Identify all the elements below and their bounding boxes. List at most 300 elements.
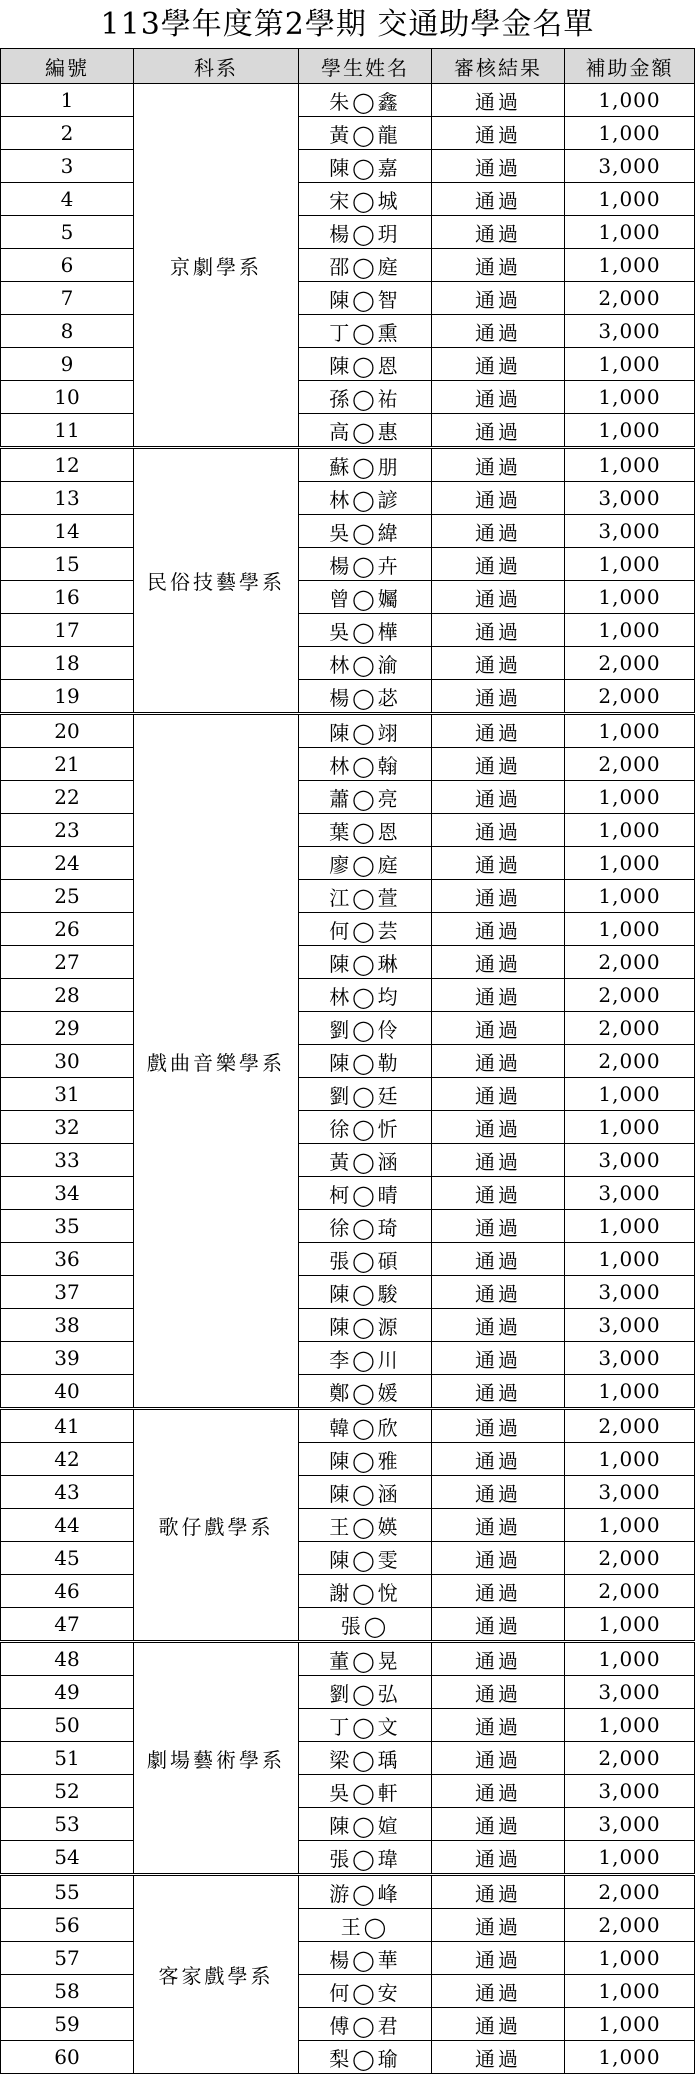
review-result: 通過 xyxy=(432,1342,565,1375)
department-name: 客家戲學系 xyxy=(134,1875,299,2074)
row-number: 28 xyxy=(1,979,134,1012)
review-result: 通過 xyxy=(432,117,565,150)
review-result: 通過 xyxy=(432,1841,565,1875)
subsidy-amount: 1,000 xyxy=(565,1078,695,1111)
review-result: 通過 xyxy=(432,1709,565,1742)
subsidy-amount: 2,000 xyxy=(565,647,695,680)
student-name: 廖◯庭 xyxy=(299,847,432,880)
row-number: 9 xyxy=(1,348,134,381)
subsidy-amount: 2,000 xyxy=(565,1742,695,1775)
table-row xyxy=(1,1975,695,2008)
table-row xyxy=(1,84,695,117)
student-name: 楊◯玥 xyxy=(299,216,432,249)
subsidy-amount: 1,000 xyxy=(565,414,695,448)
review-result: 通過 xyxy=(432,2008,565,2041)
subsidy-amount: 2,000 xyxy=(565,1012,695,1045)
subsidy-amount: 3,000 xyxy=(565,315,695,348)
review-result: 通過 xyxy=(432,1243,565,1276)
row-number: 1 xyxy=(1,84,134,117)
row-number: 56 xyxy=(1,1909,134,1942)
review-result: 通過 xyxy=(432,680,565,714)
student-name: 吳◯軒 xyxy=(299,1775,432,1808)
subsidy-amount: 1,000 xyxy=(565,1975,695,2008)
student-name: 邵◯庭 xyxy=(299,249,432,282)
table-row xyxy=(1,515,695,548)
table-row xyxy=(1,1909,695,1942)
student-name: 傅◯君 xyxy=(299,2008,432,2041)
row-number: 15 xyxy=(1,548,134,581)
student-name: 董◯晃 xyxy=(299,1642,432,1676)
table-row xyxy=(1,216,695,249)
table-row xyxy=(1,1045,695,1078)
scholarship-table xyxy=(0,48,695,2074)
review-result: 通過 xyxy=(432,1742,565,1775)
review-result: 通過 xyxy=(432,880,565,913)
department-name: 歌仔戲學系 xyxy=(134,1409,299,1642)
review-result: 通過 xyxy=(432,2041,565,2074)
row-number: 37 xyxy=(1,1276,134,1309)
student-name: 曾◯孎 xyxy=(299,581,432,614)
student-name: 林◯諺 xyxy=(299,482,432,515)
subsidy-amount: 1,000 xyxy=(565,2008,695,2041)
department-name: 京劇學系 xyxy=(134,84,299,448)
review-result: 通過 xyxy=(432,1808,565,1841)
review-result: 通過 xyxy=(432,315,565,348)
row-number: 30 xyxy=(1,1045,134,1078)
row-number: 11 xyxy=(1,414,134,448)
student-name: 王◯媖 xyxy=(299,1509,432,1542)
review-result: 通過 xyxy=(432,1575,565,1608)
table-row xyxy=(1,1476,695,1509)
student-name: 楊◯華 xyxy=(299,1942,432,1975)
review-result: 通過 xyxy=(432,1144,565,1177)
student-name: 宋◯城 xyxy=(299,183,432,216)
subsidy-amount: 1,000 xyxy=(565,781,695,814)
student-name: 梨◯瑜 xyxy=(299,2041,432,2074)
subsidy-amount: 1,000 xyxy=(565,548,695,581)
subsidy-amount: 1,000 xyxy=(565,1841,695,1875)
row-number: 39 xyxy=(1,1342,134,1375)
subsidy-amount: 1,000 xyxy=(565,1642,695,1676)
row-number: 57 xyxy=(1,1942,134,1975)
table-row xyxy=(1,1775,695,1808)
row-number: 36 xyxy=(1,1243,134,1276)
student-name: 鄭◯媛 xyxy=(299,1375,432,1409)
subsidy-amount: 2,000 xyxy=(565,748,695,781)
row-number: 59 xyxy=(1,2008,134,2041)
review-result: 通過 xyxy=(432,1642,565,1676)
subsidy-amount: 1,000 xyxy=(565,880,695,913)
row-number: 18 xyxy=(1,647,134,680)
subsidy-amount: 1,000 xyxy=(565,1608,695,1642)
table-row xyxy=(1,1111,695,1144)
subsidy-amount: 1,000 xyxy=(565,1111,695,1144)
table-row xyxy=(1,614,695,647)
table-row xyxy=(1,249,695,282)
table-row xyxy=(1,1942,695,1975)
row-number: 35 xyxy=(1,1210,134,1243)
row-number: 13 xyxy=(1,482,134,515)
table-row xyxy=(1,1509,695,1542)
row-number: 55 xyxy=(1,1875,134,1909)
subsidy-amount: 3,000 xyxy=(565,1309,695,1342)
review-result: 通過 xyxy=(432,482,565,515)
review-result: 通過 xyxy=(432,581,565,614)
student-name: 江◯萱 xyxy=(299,880,432,913)
table-row xyxy=(1,183,695,216)
review-result: 通過 xyxy=(432,1942,565,1975)
row-number: 22 xyxy=(1,781,134,814)
table-row xyxy=(1,381,695,414)
row-number: 52 xyxy=(1,1775,134,1808)
review-result: 通過 xyxy=(432,1443,565,1476)
student-name: 丁◯熏 xyxy=(299,315,432,348)
table-row xyxy=(1,348,695,381)
row-number: 24 xyxy=(1,847,134,880)
row-number: 38 xyxy=(1,1309,134,1342)
row-number: 8 xyxy=(1,315,134,348)
subsidy-amount: 3,000 xyxy=(565,1144,695,1177)
table-row xyxy=(1,1177,695,1210)
subsidy-amount: 1,000 xyxy=(565,1443,695,1476)
subsidy-amount: 2,000 xyxy=(565,946,695,979)
review-result: 通過 xyxy=(432,1078,565,1111)
student-name: 黃◯龍 xyxy=(299,117,432,150)
review-result: 通過 xyxy=(432,1177,565,1210)
table-row xyxy=(1,1276,695,1309)
review-result: 通過 xyxy=(432,1875,565,1909)
subsidy-amount: 3,000 xyxy=(565,1476,695,1509)
subsidy-amount: 1,000 xyxy=(565,714,695,748)
review-result: 通過 xyxy=(432,150,565,183)
subsidy-amount: 2,000 xyxy=(565,1909,695,1942)
table-row xyxy=(1,880,695,913)
header-student-name: 學生姓名 xyxy=(299,49,432,84)
department-name: 民俗技藝學系 xyxy=(134,448,299,714)
review-result: 通過 xyxy=(432,1975,565,2008)
table-row xyxy=(1,714,695,748)
subsidy-amount: 1,000 xyxy=(565,84,695,117)
subsidy-amount: 1,000 xyxy=(565,1942,695,1975)
subsidy-amount: 3,000 xyxy=(565,1276,695,1309)
row-number: 40 xyxy=(1,1375,134,1409)
row-number: 2 xyxy=(1,117,134,150)
subsidy-amount: 1,000 xyxy=(565,581,695,614)
row-number: 47 xyxy=(1,1608,134,1642)
row-number: 14 xyxy=(1,515,134,548)
student-name: 蘇◯朋 xyxy=(299,448,432,482)
subsidy-amount: 2,000 xyxy=(565,1045,695,1078)
department-name: 戲曲音樂學系 xyxy=(134,714,299,1409)
student-name: 林◯均 xyxy=(299,979,432,1012)
row-number: 44 xyxy=(1,1509,134,1542)
row-number: 32 xyxy=(1,1111,134,1144)
row-number: 4 xyxy=(1,183,134,216)
subsidy-amount: 1,000 xyxy=(565,1210,695,1243)
subsidy-amount: 1,000 xyxy=(565,117,695,150)
student-name: 李◯川 xyxy=(299,1342,432,1375)
row-number: 5 xyxy=(1,216,134,249)
header-review-result: 審核結果 xyxy=(432,49,565,84)
table-row xyxy=(1,1443,695,1476)
row-number: 21 xyxy=(1,748,134,781)
row-number: 60 xyxy=(1,2041,134,2074)
student-name: 何◯安 xyxy=(299,1975,432,2008)
review-result: 通過 xyxy=(432,515,565,548)
subsidy-amount: 3,000 xyxy=(565,1676,695,1709)
student-name: 陳◯雯 xyxy=(299,1542,432,1575)
student-name: 陳◯琳 xyxy=(299,946,432,979)
table-row xyxy=(1,282,695,315)
row-number: 51 xyxy=(1,1742,134,1775)
subsidy-amount: 1,000 xyxy=(565,847,695,880)
student-name: 陳◯智 xyxy=(299,282,432,315)
header-row xyxy=(1,49,695,84)
review-result: 通過 xyxy=(432,1608,565,1642)
row-number: 50 xyxy=(1,1709,134,1742)
row-number: 7 xyxy=(1,282,134,315)
row-number: 53 xyxy=(1,1808,134,1841)
student-name: 劉◯弘 xyxy=(299,1676,432,1709)
student-name: 林◯渝 xyxy=(299,647,432,680)
row-number: 46 xyxy=(1,1575,134,1608)
subsidy-amount: 2,000 xyxy=(565,680,695,714)
review-result: 通過 xyxy=(432,381,565,414)
row-number: 45 xyxy=(1,1542,134,1575)
review-result: 通過 xyxy=(432,1676,565,1709)
review-result: 通過 xyxy=(432,748,565,781)
subsidy-amount: 1,000 xyxy=(565,614,695,647)
review-result: 通過 xyxy=(432,216,565,249)
table-row xyxy=(1,1243,695,1276)
subsidy-amount: 1,000 xyxy=(565,1243,695,1276)
subsidy-amount: 3,000 xyxy=(565,1808,695,1841)
row-number: 58 xyxy=(1,1975,134,2008)
review-result: 通過 xyxy=(432,913,565,946)
table-row xyxy=(1,1575,695,1608)
review-result: 通過 xyxy=(432,614,565,647)
review-result: 通過 xyxy=(432,1476,565,1509)
student-name: 徐◯忻 xyxy=(299,1111,432,1144)
table-row xyxy=(1,1676,695,1709)
review-result: 通過 xyxy=(432,348,565,381)
student-name: 陳◯媗 xyxy=(299,1808,432,1841)
table-row xyxy=(1,414,695,448)
subsidy-amount: 2,000 xyxy=(565,1575,695,1608)
student-name: 王◯ xyxy=(299,1909,432,1942)
review-result: 通過 xyxy=(432,414,565,448)
row-number: 17 xyxy=(1,614,134,647)
table-row xyxy=(1,1309,695,1342)
student-name: 陳◯源 xyxy=(299,1309,432,1342)
student-name: 陳◯勒 xyxy=(299,1045,432,1078)
student-name: 劉◯廷 xyxy=(299,1078,432,1111)
row-number: 33 xyxy=(1,1144,134,1177)
table-row xyxy=(1,748,695,781)
student-name: 孫◯祐 xyxy=(299,381,432,414)
table-row xyxy=(1,979,695,1012)
student-name: 韓◯欣 xyxy=(299,1409,432,1443)
table-row xyxy=(1,2008,695,2041)
table-row xyxy=(1,1144,695,1177)
student-name: 陳◯涵 xyxy=(299,1476,432,1509)
table-row xyxy=(1,1542,695,1575)
student-name: 張◯ xyxy=(299,1608,432,1642)
row-number: 29 xyxy=(1,1012,134,1045)
student-name: 梁◯瑀 xyxy=(299,1742,432,1775)
row-number: 6 xyxy=(1,249,134,282)
row-number: 43 xyxy=(1,1476,134,1509)
review-result: 通過 xyxy=(432,1045,565,1078)
row-number: 42 xyxy=(1,1443,134,1476)
table-row xyxy=(1,946,695,979)
row-number: 49 xyxy=(1,1676,134,1709)
header-subsidy-amount: 補助金額 xyxy=(565,49,695,84)
table-row xyxy=(1,814,695,847)
student-name: 陳◯雅 xyxy=(299,1443,432,1476)
subsidy-amount: 1,000 xyxy=(565,814,695,847)
header-department: 科系 xyxy=(134,49,299,84)
student-name: 張◯碩 xyxy=(299,1243,432,1276)
page-title: 113學年度第2學期 交通助學金名單 xyxy=(100,7,595,42)
table-row xyxy=(1,315,695,348)
review-result: 通過 xyxy=(432,84,565,117)
review-result: 通過 xyxy=(432,847,565,880)
student-name: 陳◯翊 xyxy=(299,714,432,748)
table-body xyxy=(1,84,695,2074)
row-number: 48 xyxy=(1,1642,134,1676)
subsidy-amount: 2,000 xyxy=(565,1542,695,1575)
student-name: 葉◯恩 xyxy=(299,814,432,847)
subsidy-amount: 1,000 xyxy=(565,2041,695,2074)
row-number: 23 xyxy=(1,814,134,847)
row-number: 10 xyxy=(1,381,134,414)
subsidy-amount: 3,000 xyxy=(565,482,695,515)
subsidy-amount: 3,000 xyxy=(565,1342,695,1375)
review-result: 通過 xyxy=(432,183,565,216)
review-result: 通過 xyxy=(432,1276,565,1309)
department-name: 劇場藝術學系 xyxy=(134,1642,299,1875)
table-row xyxy=(1,117,695,150)
row-number: 25 xyxy=(1,880,134,913)
review-result: 通過 xyxy=(432,814,565,847)
review-result: 通過 xyxy=(432,781,565,814)
row-number: 31 xyxy=(1,1078,134,1111)
table-row xyxy=(1,781,695,814)
student-name: 陳◯嘉 xyxy=(299,150,432,183)
review-result: 通過 xyxy=(432,979,565,1012)
subsidy-amount: 3,000 xyxy=(565,150,695,183)
subsidy-amount: 2,000 xyxy=(565,282,695,315)
row-number: 34 xyxy=(1,1177,134,1210)
subsidy-amount: 1,000 xyxy=(565,1509,695,1542)
subsidy-amount: 2,000 xyxy=(565,1875,695,1909)
student-name: 林◯翰 xyxy=(299,748,432,781)
table-row xyxy=(1,548,695,581)
table-row xyxy=(1,1012,695,1045)
subsidy-amount: 1,000 xyxy=(565,249,695,282)
review-result: 通過 xyxy=(432,448,565,482)
review-result: 通過 xyxy=(432,249,565,282)
table-row xyxy=(1,1342,695,1375)
row-number: 27 xyxy=(1,946,134,979)
subsidy-amount: 1,000 xyxy=(565,381,695,414)
subsidy-amount: 2,000 xyxy=(565,1409,695,1443)
review-result: 通過 xyxy=(432,1210,565,1243)
student-name: 高◯惠 xyxy=(299,414,432,448)
row-number: 54 xyxy=(1,1841,134,1875)
table-row xyxy=(1,680,695,714)
student-name: 劉◯伶 xyxy=(299,1012,432,1045)
student-name: 張◯瑋 xyxy=(299,1841,432,1875)
row-number: 19 xyxy=(1,680,134,714)
student-name: 游◯峰 xyxy=(299,1875,432,1909)
table-row xyxy=(1,1742,695,1775)
table-row xyxy=(1,1608,695,1642)
student-name: 楊◯卉 xyxy=(299,548,432,581)
table-row xyxy=(1,847,695,880)
student-name: 吳◯樺 xyxy=(299,614,432,647)
student-name: 丁◯文 xyxy=(299,1709,432,1742)
row-number: 3 xyxy=(1,150,134,183)
subsidy-amount: 1,000 xyxy=(565,348,695,381)
table-row xyxy=(1,1210,695,1243)
row-number: 12 xyxy=(1,448,134,482)
review-result: 通過 xyxy=(432,282,565,315)
subsidy-amount: 1,000 xyxy=(565,448,695,482)
review-result: 通過 xyxy=(432,1111,565,1144)
subsidy-amount: 3,000 xyxy=(565,515,695,548)
subsidy-amount: 1,000 xyxy=(565,913,695,946)
subsidy-amount: 1,000 xyxy=(565,216,695,249)
table-row xyxy=(1,647,695,680)
student-name: 何◯芸 xyxy=(299,913,432,946)
subsidy-amount: 1,000 xyxy=(565,183,695,216)
review-result: 通過 xyxy=(432,1542,565,1575)
table-row xyxy=(1,482,695,515)
review-result: 通過 xyxy=(432,1375,565,1409)
table-row xyxy=(1,1709,695,1742)
review-result: 通過 xyxy=(432,1775,565,1808)
table-row xyxy=(1,2041,695,2074)
student-name: 陳◯恩 xyxy=(299,348,432,381)
student-name: 吳◯緯 xyxy=(299,515,432,548)
table-row xyxy=(1,1841,695,1875)
review-result: 通過 xyxy=(432,1309,565,1342)
student-name: 徐◯琦 xyxy=(299,1210,432,1243)
table-row xyxy=(1,150,695,183)
review-result: 通過 xyxy=(432,1509,565,1542)
subsidy-amount: 1,000 xyxy=(565,1709,695,1742)
review-result: 通過 xyxy=(432,946,565,979)
review-result: 通過 xyxy=(432,548,565,581)
subsidy-amount: 3,000 xyxy=(565,1177,695,1210)
table-row xyxy=(1,1875,695,1909)
student-name: 黃◯涵 xyxy=(299,1144,432,1177)
row-number: 20 xyxy=(1,714,134,748)
review-result: 通過 xyxy=(432,1409,565,1443)
student-name: 朱◯鑫 xyxy=(299,84,432,117)
review-result: 通過 xyxy=(432,1909,565,1942)
header-number: 編號 xyxy=(1,49,134,84)
row-number: 16 xyxy=(1,581,134,614)
table-row xyxy=(1,1078,695,1111)
table-row xyxy=(1,913,695,946)
table-row xyxy=(1,581,695,614)
review-result: 通過 xyxy=(432,647,565,680)
table-row xyxy=(1,1642,695,1676)
row-number: 26 xyxy=(1,913,134,946)
